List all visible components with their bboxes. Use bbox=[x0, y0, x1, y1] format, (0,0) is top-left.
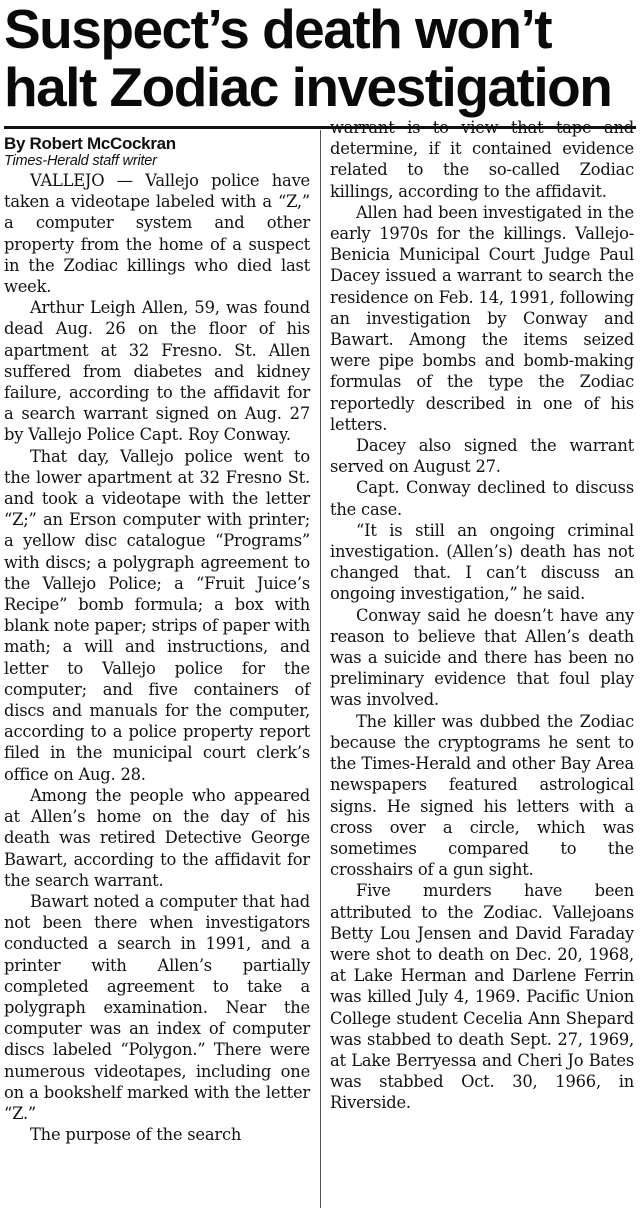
byline-role: Times-Herald staff writer bbox=[4, 153, 157, 169]
byline: By Robert McCockran bbox=[4, 134, 176, 153]
paragraph: Dacey also signed the warrant served on August 27. bbox=[330, 436, 634, 477]
article-column-left bbox=[4, 134, 310, 1145]
paragraph: Among the people who appeared at Allen’s home on the day of his death was retired Detective George Bawart, according to the affidavit for the search warrant. bbox=[4, 785, 310, 890]
paragraph: The killer was dubbed the Zodiac because the cryptograms he sent to the Times-Herald and other Bay Area newspapers featured astrological signs. He signed his letters with a cross over a circle, which was sometimes compared to the crosshairs of a gun sight. bbox=[330, 711, 634, 880]
paragraph: Arthur Leigh Allen, 59, was found dead Aug. 26 on the floor of his apartment at 32 Fresno. St. Allen suffered from diabetes and kidney failure, according to the affidavit for a search warrant signed on Aug. 27 by Vallejo Police Capt. Roy Conway. bbox=[4, 298, 310, 445]
paragraph: VALLEJO — Vallejo police have taken a videotape labeled with a “Z,” a computer system and other property from the home of a suspect in the Zodiac killings who died last week. bbox=[4, 171, 310, 297]
headline: Suspect’s death won’t halt Zodiac investigation bbox=[4, 0, 612, 118]
column-divider bbox=[320, 130, 321, 1208]
article-column-right bbox=[330, 117, 634, 1114]
paragraph: Capt. Conway declined to discuss the case. bbox=[330, 478, 634, 519]
paragraph: warrant is to view that tape and determine, if it contained evidence related to the so-called Zodiac killings, according to the affidavit. bbox=[330, 118, 634, 201]
paragraph: That day, Vallejo police went to the lower apartment at 32 Fresno St. and took a videotape with the letter “Z;” an Erson computer with printer; a yellow disc catalogue “Programs” with discs; a polygraph agreement to the Vallejo Police; a “Fruit Juice’s Recipe” bomb formula; a box with blank note paper; strips of paper with math; a will and instructions, and letter to Vallejo police for the computer; and five containers of discs and manuals for the computer, according to a police property report filed in the municipal court clerk’s office on Aug. 28. bbox=[4, 446, 310, 784]
paragraph: Bawart noted a computer that had not been there when investigators conducted a search in 1991, and a printer with Allen’s partially completed agreement to take a polygraph examination. Near the computer was an index of computer discs labeled “Polygon.” There were numerous videotapes, including one on a bookshelf marked with the letter “Z.” bbox=[4, 891, 310, 1123]
paragraph: Allen had been investigated in the early 1970s for the killings. Vallejo-Benicia Municipal Court Judge Paul Dacey issued a warrant to search the residence on Feb. 14, 1991, following an investigation by Conway and Bawart. Among the items seized were pipe bombs and bomb-making formulas of the type the Zodiac reportedly described in one of his letters. bbox=[330, 202, 634, 434]
paragraph: The purpose of the search bbox=[30, 1125, 242, 1145]
paragraph: Five murders have been attributed to the Zodiac. Vallejoans Betty Lou Jensen and David Faraday were shot to death on Dec. 20, 1968, at Lake Herman and Darlene Ferrin was killed July 4, 1969. Pacific Union College student Cecelia Ann Shepard was stabbed to death Sept. 27, 1969, at Lake Berryessa and Cheri Jo Bates was stabbed Oct. 30, 1966, in Riverside. bbox=[330, 881, 634, 1113]
paragraph: Conway said he doesn’t have any reason to believe that Allen’s death was a suicide and there has been no preliminary evidence that foul play was involved. bbox=[330, 605, 634, 710]
paragraph: “It is still an ongoing criminal investigation. (Allen’s) death has not changed that. I can’t discuss an ongoing investigation,” he said. bbox=[330, 520, 634, 604]
